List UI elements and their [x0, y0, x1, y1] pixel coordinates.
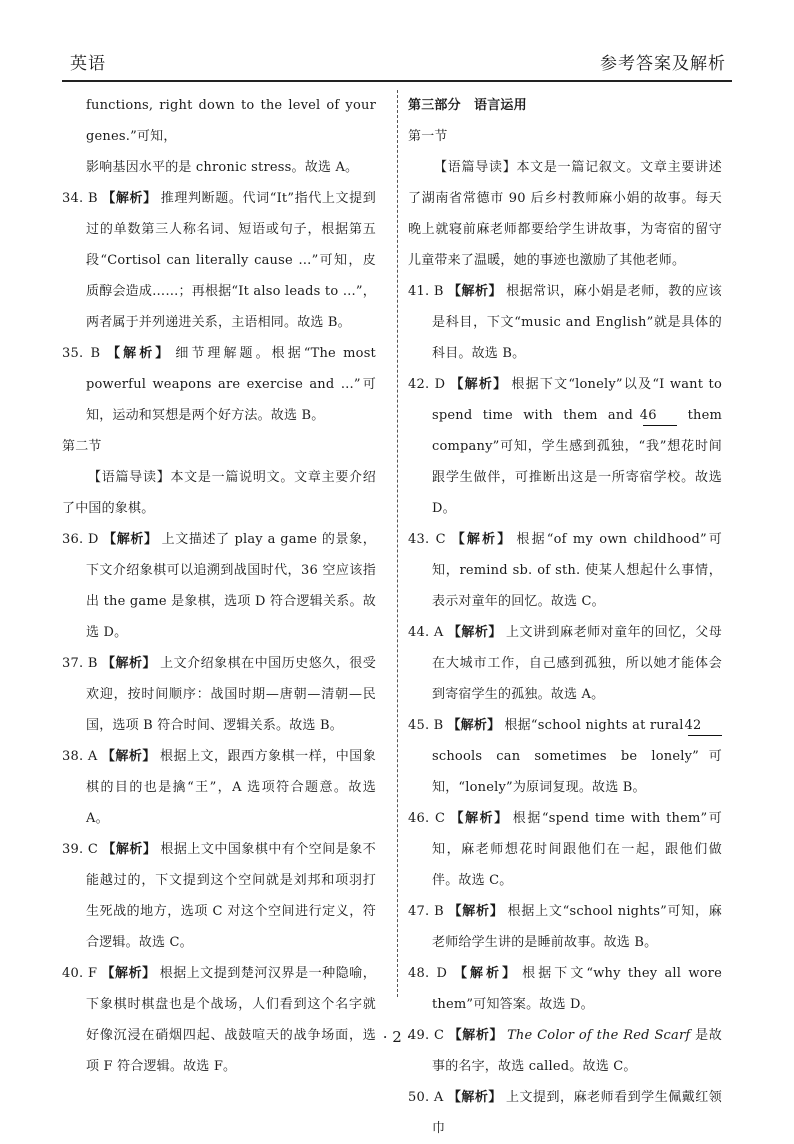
- answer-text: 根据常识，麻小娟是老师，教的应该是科目，下文“music and English”就是具体的科目。故选 B。: [432, 284, 722, 361]
- answer-44: [408, 617, 722, 710]
- answer-number: 50. A: [408, 1090, 444, 1105]
- answer-text: 上文讲到麻老师对童年的回忆，父母在大城市工作，自己感到孤独，所以她才能体会到寄宿学生的孤独。故选 A。: [432, 625, 722, 702]
- fill-blank: 42: [688, 717, 722, 736]
- answer-40: [62, 958, 376, 1082]
- answer-37: [62, 648, 376, 741]
- answer-text: 根据上文，跟西方象棋一样，中国象棋的目的也是擒“王”，A 选项符合题意。故选 A。: [86, 749, 376, 826]
- answer-number: 34. B: [62, 191, 98, 206]
- answer-number: 48. D: [408, 966, 448, 981]
- answer-text: 上文介绍象棋在中国历史悠久，很受欢迎，按时间顺序：战国时期—唐朝—清朝—民国，选项 B 符合时间、逻辑关系。故选 B。: [86, 656, 376, 733]
- answer-45: [408, 710, 722, 803]
- answer-46: [408, 803, 722, 896]
- answer-number: 39. C: [62, 842, 99, 857]
- story-title: The Color of the Red Scarf: [507, 1028, 691, 1043]
- answer-48: [408, 958, 722, 1020]
- analysis-tag: 【解析】: [101, 749, 156, 764]
- answer-number: 40. F: [62, 966, 98, 981]
- analysis-tag: 【解析】: [449, 377, 508, 392]
- analysis-tag: 【解析】: [447, 718, 501, 733]
- analysis-tag: 【解析】: [101, 966, 156, 981]
- answer-47: [408, 896, 722, 958]
- answer-text-continued: them company”可知，学生感到孤独，“我”想花时间跟学生做伴，可推断出这是一所寄宿学校。故选 D。: [432, 408, 723, 516]
- answer-35: [62, 338, 376, 431]
- answer-text: 根据下文“lonely”以及“I want to spend time with them and: [432, 377, 722, 423]
- answer-number: 42. D: [408, 377, 446, 392]
- continuation-line-1: functions, right down to the level of your genes.”可知，: [86, 98, 376, 144]
- right-column: [408, 90, 722, 1144]
- answer-text: 根据上文“school nights”可知，麻老师给学生讲的是睡前故事。故选 B。: [432, 904, 722, 950]
- analysis-tag: 【解析】: [102, 532, 158, 547]
- page-number: · 2 ·: [382, 1028, 412, 1046]
- answer-text: 根据上文提到楚河汉界是一种隐喻，下象棋时棋盘也是个战场，人们看到这个名字就好像沉浸在硝烟四起、战鼓喧天的战争场面，选项 F 符合逻辑。故选 F。: [86, 966, 376, 1074]
- answer-text-continued: schools can sometimes be lonely”可知，“lonely”为原词复现。故选 B。: [432, 749, 722, 795]
- analysis-tag: 【解析】: [104, 346, 172, 361]
- analysis-tag: 【解析】: [449, 811, 509, 826]
- analysis-tag: 【解析】: [448, 1028, 504, 1043]
- answer-42: [408, 369, 722, 524]
- answer-text: 根据“spend time with them”可知，麻老师想花时间跟他们在一起，跟他们做伴。故选 C。: [432, 811, 722, 888]
- answer-number: 36. D: [62, 532, 99, 547]
- analysis-tag: 【解析】: [447, 625, 502, 640]
- analysis-tag: 【解析】: [101, 191, 157, 206]
- answer-text: 推理判断题。代词“It”指代上文提到过的单数第三人称名词、短语或句子，根据第五段“Cortisol can literally cause …”可知，皮质醇会造成……；再根据“It also leads to …”，两者属于并列递进关系，主语相同。故选 B。: [86, 191, 376, 330]
- header-title: 参考答案及解析: [600, 54, 726, 74]
- answer-36: [62, 524, 376, 648]
- section-heading: 第一节: [408, 129, 448, 144]
- answer-number: 45. B: [408, 718, 444, 733]
- part-heading: 第三部分 语言运用: [408, 98, 527, 113]
- answer-text: 根据“of my own childhood”可知，remind sb. of sth. 使某人想起什么事情，表示对童年的回忆。故选 C。: [432, 532, 722, 609]
- answer-number: 35. B: [62, 346, 101, 361]
- answer-50: [408, 1082, 722, 1144]
- answer-39: [62, 834, 376, 958]
- answer-34: [62, 183, 376, 338]
- answer-text: 上文提到，麻老师看到学生佩戴红领巾: [432, 1090, 722, 1136]
- answer-number: 38. A: [62, 749, 98, 764]
- continuation-line-2: 影响基因水平的是 chronic stress。故选 A。: [86, 160, 359, 175]
- section-heading: 第二节: [62, 439, 102, 454]
- answer-text: 根据“school nights at rural: [504, 718, 688, 733]
- answer-number: 47. B: [408, 904, 444, 919]
- answer-text: 根据下文“why they all wore them”可知答案。故选 D。: [432, 966, 722, 1012]
- passage-guide: 【语篇导读】本文是一篇说明文。文章主要介绍了中国的象棋。: [62, 470, 376, 516]
- analysis-tag: 【解析】: [447, 284, 503, 299]
- answer-text: 细节理解题。根据“The most powerful weapons are exercise and …”可知，运动和冥想是两个好方法。故选 B。: [86, 346, 376, 423]
- analysis-tag: 【解析】: [101, 656, 157, 671]
- answer-43: [408, 524, 722, 617]
- answer-text: 根据上文中国象棋中有个空间是象不能越过的，下文提到这个空间就是刘邦和项羽打生死战的地方，选项 C 对这个空间进行定义，符合逻辑。故选 C。: [86, 842, 376, 950]
- page-header: [62, 46, 732, 82]
- answer-41: [408, 276, 722, 369]
- answer-number: 37. B: [62, 656, 98, 671]
- answer-number: 49. C: [408, 1028, 445, 1043]
- column-divider: [397, 90, 398, 997]
- analysis-tag: 【解析】: [451, 966, 519, 981]
- analysis-tag: 【解析】: [449, 532, 513, 547]
- analysis-tag: 【解析】: [447, 904, 504, 919]
- answer-text: 是故事的名字，故选 called。故选 C。: [432, 1028, 722, 1074]
- analysis-tag: 【解析】: [447, 1090, 502, 1105]
- answer-number: 44. A: [408, 625, 444, 640]
- fill-blank: 46: [643, 407, 677, 426]
- passage-guide: 【语篇导读】本文是一篇记叙文。文章主要讲述了湖南省常德市 90 后乡村教师麻小娟的故事。每天晚上就寝前麻老师都要给学生讲故事，为寄宿的留守儿童带来了温暖，她的事迹也激励了其他老师。: [408, 160, 722, 268]
- answer-number: 43. C: [408, 532, 446, 547]
- answer-number: 46. C: [408, 811, 446, 826]
- answer-38: [62, 741, 376, 834]
- subject-label: 英语: [70, 54, 106, 74]
- answer-text: 上文描述了 play a game 的景象，下文介绍象棋可以追溯到战国时代，36 空应该指出 the game 是象棋，选项 D 符合逻辑关系。故选 D。: [86, 532, 376, 640]
- analysis-tag: 【解析】: [102, 842, 157, 857]
- answer-number: 41. B: [408, 284, 444, 299]
- left-column: [62, 90, 376, 1082]
